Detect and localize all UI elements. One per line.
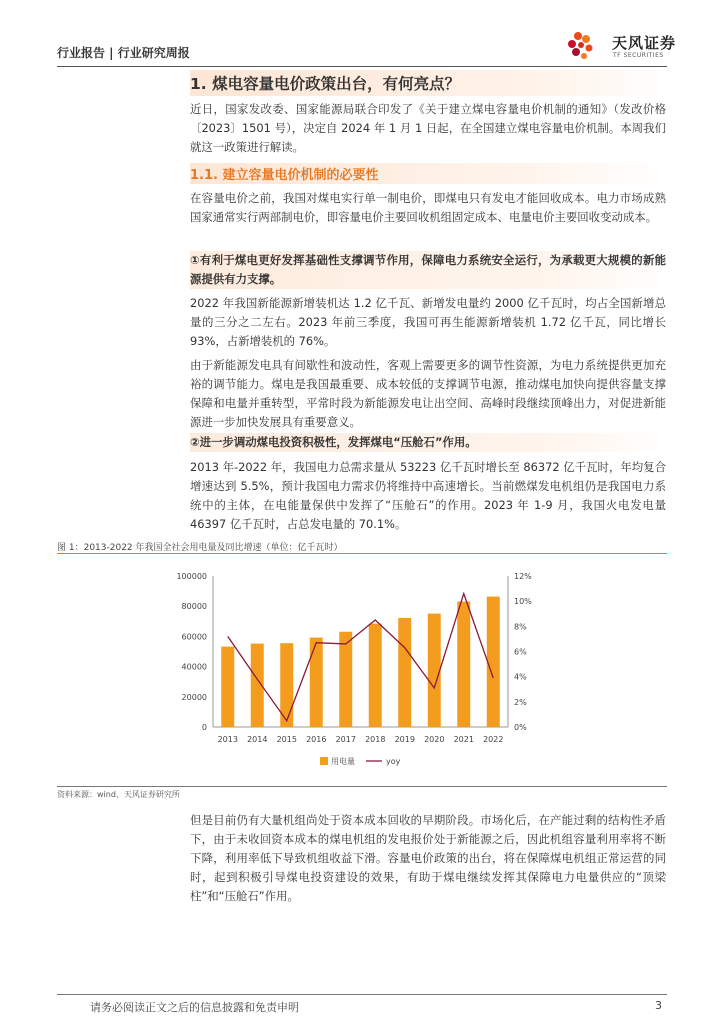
y-left-tick-label: 20000 bbox=[181, 692, 207, 702]
key-point-1: ①有利于煤电更好发挥基础性支撑调节作用，保障电力系统安全运行，为承载更大规模的新能源提供有力支撑。 bbox=[190, 251, 666, 289]
bar bbox=[398, 618, 411, 727]
x-tick-label: 2016 bbox=[306, 735, 327, 744]
footer-divider bbox=[57, 994, 667, 995]
paragraph-new-energy: 2022 年我国新能源新增装机达 1.2 亿千瓦、新增发电量约 2000 亿千瓦时，均占全国新增总量的三分之二左右。2023 年前三季度，我国可再生能源新增装机 1.72 亿千瓦，同比增长 93%，占新增装机的 76%。 bbox=[190, 296, 666, 348]
x-tick-label: 2014 bbox=[247, 735, 268, 744]
bar bbox=[339, 632, 352, 727]
electricity-chart bbox=[0, 556, 724, 796]
y-left-tick-label: 80000 bbox=[181, 602, 207, 612]
y-right-tick-label: 4% bbox=[514, 672, 527, 682]
y-left-tick-label: 100000 bbox=[176, 572, 207, 581]
y-right-tick-label: 8% bbox=[514, 622, 527, 632]
figure-top-rule bbox=[57, 553, 667, 554]
bar bbox=[369, 624, 382, 727]
report-breadcrumb: 行业报告 | 行业研究周报 bbox=[57, 46, 190, 60]
figure-bottom-rule bbox=[57, 786, 667, 787]
paragraph-conclusion: 但是目前仍有大量机组尚处于资本成本回收的早期阶段。市场化后，在产能过剩的结构性矛盾下，由于未收回资本成本的煤电机组的发电报价处于新能源之后，因此机组容量利用率将不断下降，利用率低下导致机组收益下滑。容量电价政策的出台，将在保障煤电机组正常运营的同时，起到积极引导煤电投资建设的效果，有助于煤电继续发挥其保障电力电量供应的“顶梁柱”和“压舱石”作用。 bbox=[190, 813, 666, 903]
x-tick-label: 2015 bbox=[276, 735, 297, 744]
x-tick-label: 2020 bbox=[424, 735, 445, 744]
y-right-tick-label: 6% bbox=[514, 647, 527, 657]
paragraph-pricing: 在容量电价之前，我国对煤电实行单一制电价，即煤电只有发电才能回收成本。电力市场成熟国家通常实行两部制电价，即容量电价主要回收机组固定成本、电量电价主要回收变动成本。 bbox=[190, 191, 666, 224]
paragraph-demand: 2013 年-2022 年，我国电力总需求量从 53223 亿千瓦时增长至 86372 亿千瓦时，年均复合增速达到 5.5%，预计我国电力需求仍将维持中高速增长。当前燃煤发电机组仍是我国电力系统中的主体，在电能量保供中发挥了“压舱石”的作用。2023 年 1-9 月，我国火电发电量 46397 亿千瓦时，占总发电量的 70.1%。 bbox=[190, 460, 666, 531]
x-tick-label: 2019 bbox=[394, 735, 415, 744]
intro-paragraph: 近日，国家发改委、国家能源局联合印发了《关于建立煤电容量电价机制的通知》（发改价格〔2023〕1501 号），决定自 2024 年 1 月 1 日起，在全国建立煤电容量电价机制。本周我们就这一政策进行解读。 bbox=[190, 102, 666, 154]
figure-caption: 图 1：2013-2022 年我国全社会用电量及同比增速（单位：亿千瓦时） bbox=[57, 543, 343, 553]
x-tick-label: 2017 bbox=[335, 735, 356, 744]
y-right-tick-label: 10% bbox=[514, 597, 532, 607]
bar bbox=[310, 638, 323, 727]
yoy-line bbox=[228, 594, 494, 721]
legend-line-label: yoy bbox=[386, 757, 401, 766]
x-tick-label: 2022 bbox=[483, 735, 504, 744]
figure-source: 资料来源：wind、天风证券研究所 bbox=[57, 790, 180, 799]
key-point-2: ②进一步调动煤电投资积极性，发挥煤电“压舱石”作用。 bbox=[190, 433, 666, 452]
y-right-tick-label: 12% bbox=[514, 572, 532, 581]
y-left-tick-label: 40000 bbox=[181, 662, 207, 672]
y-left-tick-label: 0 bbox=[201, 723, 207, 732]
bar bbox=[457, 601, 470, 727]
paragraph-regulation: 由于新能源发电具有间歇性和波动性，客观上需要更多的调节性资源，为电力系统提供更加充裕的调节能力。煤电是我国最重要、成本较低的支撑调节电源，推动煤电加快向提供容量支撑保障和电量并重转型，平常时段为新能源发电让出空间、高峰时段继续顶峰出力，对促进新能源进一步加快发展具有重要意义。 bbox=[190, 358, 666, 429]
subsection-title: 1.1. 建立容量电价机制的必要性 bbox=[190, 163, 668, 184]
x-tick-label: 2021 bbox=[453, 735, 474, 744]
bar bbox=[428, 614, 441, 727]
y-left-tick-label: 60000 bbox=[181, 632, 207, 642]
bar bbox=[487, 597, 500, 727]
section-title: 1. 煤电容量电价政策出台，有何亮点？ bbox=[190, 70, 674, 96]
logo-subtext: TF SECURITIES bbox=[613, 52, 664, 59]
footer-disclaimer: 请务必阅读正文之后的信息披露和免责申明 bbox=[90, 1001, 299, 1014]
bar bbox=[221, 647, 234, 727]
x-tick-label: 2013 bbox=[217, 735, 238, 744]
header-divider bbox=[57, 66, 667, 67]
legend-bar-swatch bbox=[320, 757, 328, 765]
y-right-tick-label: 0% bbox=[514, 723, 527, 732]
page-number: 3 bbox=[655, 999, 662, 1012]
y-right-tick-label: 2% bbox=[514, 697, 527, 707]
logo-text: 天风证券 bbox=[612, 34, 677, 52]
x-tick-label: 2018 bbox=[365, 735, 386, 744]
legend-bar-label: 用电量 bbox=[331, 757, 355, 766]
